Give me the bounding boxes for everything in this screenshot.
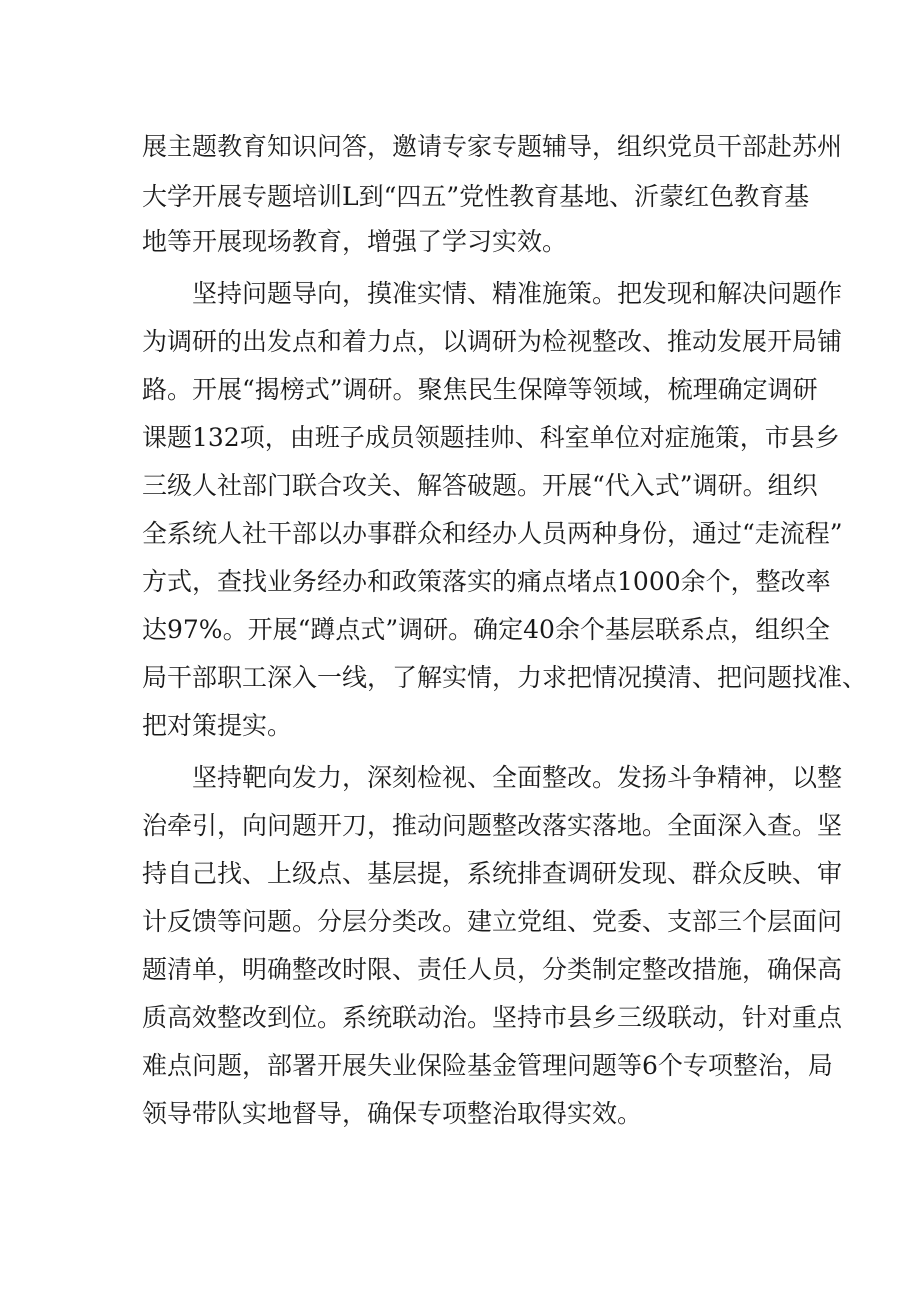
paragraph-2-line-8: 达97%。开展“蹲点式”调研。确定40余个基层联系点，组织全 [142,615,830,644]
paragraph-2-line-2: 为调研的出发点和着力点，以调研为检视整改、推动发展开局铺 [142,327,843,356]
paragraph-2-line-5: 三级人社部门联合攻关、解答破题。开展“代入式”调研。组织 [142,471,818,500]
paragraph-2-line-1: 坚持问题导向，摸准实情、精准施策。把发现和解决问题作 [192,279,843,308]
paragraph-2-line-9: 局干部职工深入一线，了解实情，力求把情况摸清、把问题找准、 [142,663,868,692]
paragraph-2-line-10: 把对策提实。 [142,711,293,740]
paragraph-1-line-1: 展主题教育知识问答，邀请专家专题辅导，组织党员干部赴苏州 [142,132,843,161]
paragraph-3-line-4: 计反馈等问题。分层分类改。建立党组、党委、支部三个层面问 [142,907,843,936]
paragraph-3-line-7: 难点问题，部署开展失业保险基金管理问题等6个专项整治，局 [142,1051,833,1080]
paragraph-1-line-3: 地等开展现场教育，增强了学习实效。 [142,227,568,256]
paragraph-2-line-4: 课题132项，由班子成员领题挂帅、科室单位对症施策，市县乡 [142,423,840,452]
paragraph-2-line-3: 路。开展“揭榜式”调研。聚焦民生保障等领域，梳理确定调研 [142,375,818,404]
paragraph-1-line-2: 大学开展专题培训L到“四五”党性教育基地、沂蒙红色教育基 [142,182,810,211]
paragraph-3-line-5: 题清单，明确整改时限、责任人员，分类制定整改措施，确保高 [142,955,843,984]
paragraph-3-line-8: 领导带队实地督导，确保专项整治取得实效。 [142,1099,643,1128]
paragraph-3-line-1: 坚持靶向发力，深刻检视、全面整改。发扬斗争精神，以整 [192,763,843,792]
paragraph-3-line-6: 质高效整改到位。系统联动治。坚持市县乡三级联动，针对重点 [142,1003,843,1032]
paragraph-2-line-7: 方式，查找业务经办和政策落实的痛点堵点1000余个，整改率 [142,567,831,596]
paragraph-2-line-6: 全系统人社干部以办事群众和经办人员两种身份，通过“走流程” [142,519,843,548]
paragraph-3-line-3: 持自己找、上级点、基层提，系统排查调研发现、群众反映、审 [142,859,843,888]
paragraph-3-line-2: 治牵引，向问题开刀，推动问题整改落实落地。全面深入查。坚 [142,811,843,840]
